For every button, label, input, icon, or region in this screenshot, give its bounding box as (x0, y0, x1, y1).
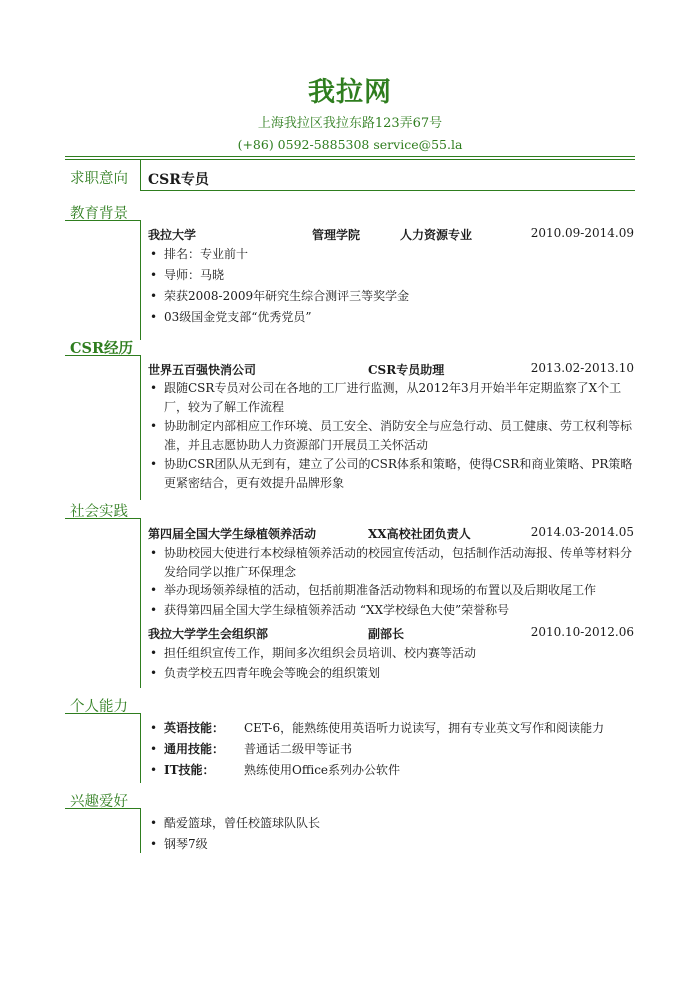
csr-header-row (148, 361, 634, 379)
major-name: 人力资源专业 (400, 228, 473, 242)
bullet-icon: • (150, 816, 158, 830)
list-item: • 荣获2008-2009年研究生综合测评三等奖学金 (150, 287, 635, 306)
list-item: • 协助制定内部相应工作环境、员工安全、消防安全与应急行动、员工健康、劳工权利等标准，并且志愿协助人力资源部门开展员工关怀活动 (150, 419, 633, 452)
bullet-icon: • (150, 721, 158, 735)
address: 上海我拉区我拉东路123弄67号 (257, 116, 443, 131)
bullet-icon: • (150, 289, 158, 303)
org-name: 我拉大学学生会组织部 (148, 627, 269, 641)
list-item: • 导师：马晓 (150, 266, 635, 285)
role-name: XX高校社团负责人 (368, 527, 471, 541)
education-divider (140, 220, 141, 340)
resume-name: 我拉网 (308, 77, 392, 108)
hobbies-rule (65, 808, 140, 809)
bullet-icon: • (150, 742, 158, 756)
social-entry-header (148, 625, 634, 643)
list-item: • 协助校园大使进行本校绿植领养活动的校园宣传活动，包括制作活动海报、传单等材料分发给同学以推广环保理念 (150, 546, 633, 579)
bullet-icon: • (150, 666, 158, 680)
bullet-icon: • (150, 763, 158, 777)
list-item (150, 761, 635, 780)
list-item: • 酷爱篮球，曾任校篮球队队长 (150, 814, 635, 833)
csr-divider (140, 355, 141, 500)
social-rule (65, 518, 140, 519)
bullet-icon: • (150, 603, 158, 617)
list-item (150, 719, 635, 738)
list-item: • 获得第四届全国大学生绿植领养活动 “XX学校绿色大使”荣誉称号 (150, 601, 635, 620)
bullet-icon: • (150, 646, 158, 660)
education-rule (65, 220, 140, 221)
job-intent-rule (140, 190, 635, 191)
social-date: 2014.03-2014.05 (530, 525, 634, 539)
bullet-icon: • (150, 381, 158, 395)
skill-label: 通用技能： (164, 742, 225, 756)
bullet-icon: • (150, 310, 158, 324)
section-title-job-intent: 求职意向 (70, 171, 128, 187)
bullet-icon: • (150, 268, 158, 282)
skills-rule (65, 713, 140, 714)
education-header-row (148, 226, 634, 244)
bullet-icon: • (150, 419, 158, 433)
section-title-hobbies: 兴趣爱好 (70, 794, 128, 810)
section-title-skills: 个人能力 (70, 699, 128, 715)
company-name: 世界五百强快消公司 (148, 363, 257, 377)
list-item: • 负责学校五四青年晚会等晚会的组织策划 (150, 664, 635, 683)
social-date: 2010.10-2012.06 (530, 625, 634, 639)
list-item: • 钢琴7级 (150, 835, 635, 854)
section-title-education: 教育背景 (70, 206, 128, 222)
bullet-icon: • (150, 247, 158, 261)
skill-value: 普通话二级甲等证书 (244, 742, 353, 756)
job-intent-value: CSR专员 (148, 172, 209, 188)
section-title-social: 社会实践 (70, 504, 128, 520)
bullet-icon: • (150, 583, 158, 597)
header-rule-bottom (65, 159, 635, 160)
school-name: 我拉大学 (148, 228, 197, 242)
list-item (150, 740, 635, 759)
job-intent-divider (140, 160, 141, 190)
list-item: • 担任组织宣传工作，期间多次组织会员培训、校内赛等活动 (150, 644, 635, 663)
skill-value: CET-6，能熟练使用英语听力说读写，拥有专业英文写作和阅读能力 (244, 721, 605, 735)
list-item: • 举办现场领养绿植的活动，包括前期准备活动物料和现场的布置以及后期收尾工作 (150, 581, 635, 600)
list-item: • 排名：专业前十 (150, 245, 635, 264)
position-name: CSR专员助理 (368, 363, 445, 377)
bullet-icon: • (150, 546, 158, 560)
social-entry-header (148, 525, 634, 543)
skill-label: IT技能： (164, 763, 215, 777)
org-name: 第四届全国大学生绿植领养活动 (148, 527, 317, 541)
skill-label: 英语技能： (164, 721, 225, 735)
section-title-csr: CSR经历 (70, 340, 134, 357)
csr-date: 2013.02-2013.10 (530, 361, 634, 375)
college-name: 管理学院 (312, 228, 361, 242)
social-divider (140, 518, 141, 688)
education-date: 2010.09-2014.09 (530, 226, 634, 240)
header-rule-top (65, 156, 635, 157)
role-name: 副部长 (368, 627, 405, 641)
list-item: • 03级国金党支部“优秀党员” (150, 308, 635, 327)
list-item: • 跟随CSR专员对公司在各地的工厂进行监测，从2012年3月开始半年定期监察了X个工厂，较为了解工作流程 (150, 381, 622, 414)
contact-info: (+86) 0592-5885308 service@55.la (237, 137, 463, 152)
skills-divider (140, 713, 141, 783)
csr-rule (65, 355, 140, 356)
skill-value: 熟练使用Office系列办公软件 (244, 763, 401, 777)
bullet-icon: • (150, 837, 158, 851)
list-item: • 协助CSR团队从无到有，建立了公司的CSR体系和策略，使得CSR和商业策略、PR策略更紧密结合，更有效提升品牌形象 (150, 457, 633, 490)
bullet-icon: • (150, 457, 158, 471)
hobbies-divider (140, 808, 141, 853)
